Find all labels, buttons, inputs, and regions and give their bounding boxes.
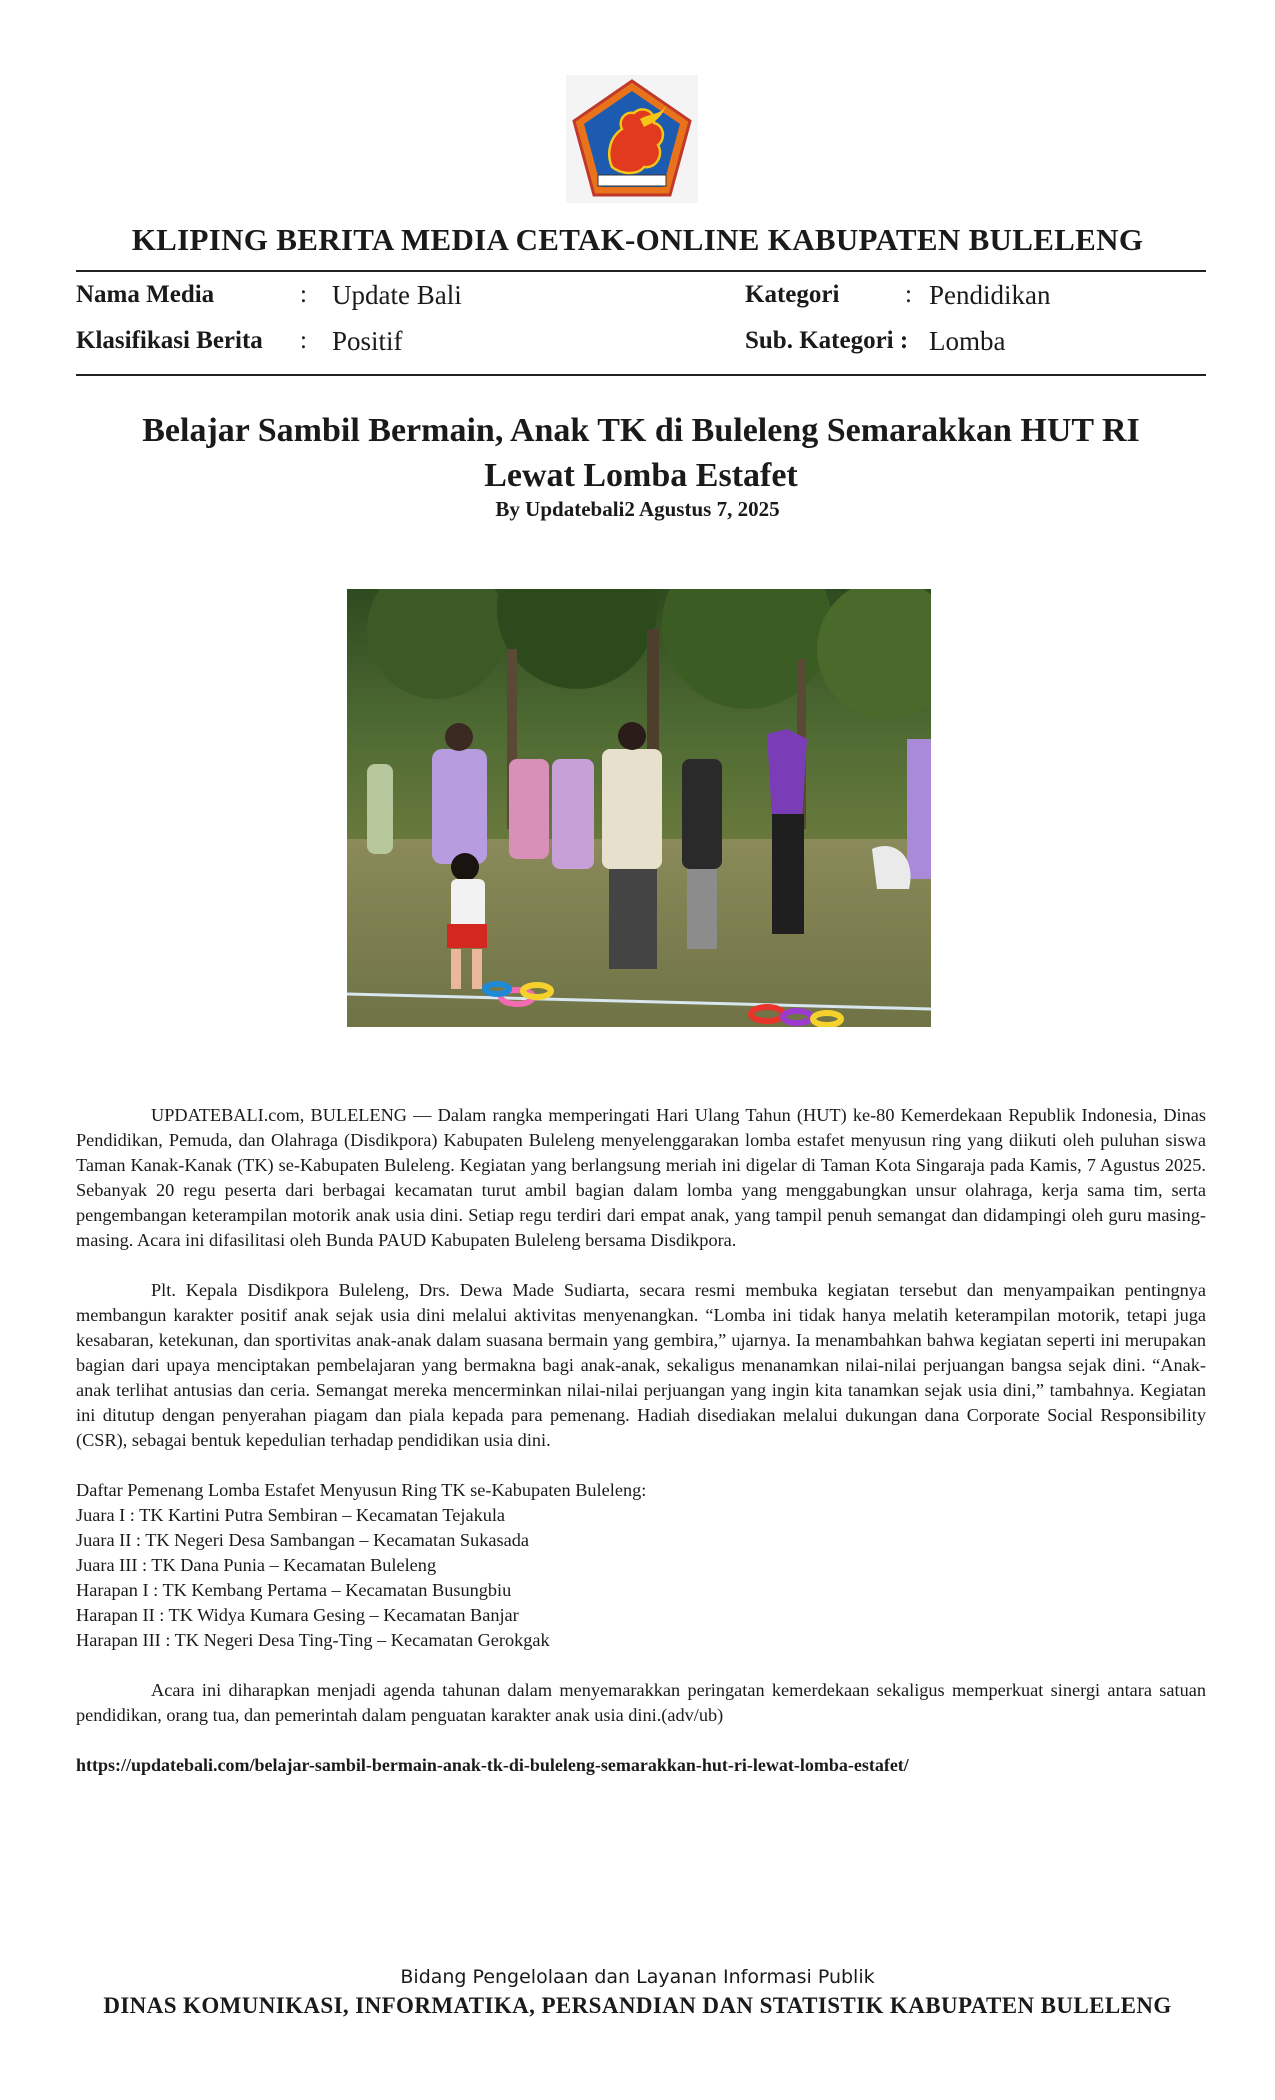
list-item: Harapan III : TK Negeri Desa Ting-Ting – Kecamatan Gerokgak <box>76 1630 550 1650</box>
subcategory-value: Lomba <box>929 326 1006 356</box>
article-paragraph-2: Plt. Kepala Disdikpora Buleleng, Drs. Dewa Made Sudiarta, secara resmi membuka kegiatan tersebut dan menyampaikan pentingnya membangun karakter positif anak sejak usia dini melalui aktivitas menyenangkan. “Lomba ini tidak hanya melatih keterampilan motorik, tetapi juga kesabaran, ketekunan, dan sportivitas anak-anak dalam suasana bermain yang gembira,” ujarnya. Ia menambahkan bahwa kegiatan seperti ini merupakan bagian dari upaya menciptakan pembelajaran yang bermakna bagi anak-anak, sekaligus menanamkan nilai-nilai perjuangan bangsa sejak dini. “Anak-anak terlihat antusias dan ceria. Semangat mereka mencerminkan nilai-nilai perjuangan yang ingin kita tanamkan sejak usia dini,” tambahnya. Kegiatan ini ditutup dengan penyerahan piagam dan piala kepada para pemenang. Hadiah disediakan melalui dukungan dana Corporate Social Responsibility (CSR), sebagai bentuk kepedulian terhadap pendidikan usia dini. <box>76 1280 1206 1450</box>
media-value: Update Bali <box>332 280 462 310</box>
headline-line-2: Lewat Lomba Estafet <box>484 457 798 494</box>
list-item: Harapan II : TK Widya Kumara Gesing – Kecamatan Banjar <box>76 1605 519 1625</box>
headline-line-1: Belajar Sambil Bermain, Anak TK di Buleleng Semarakkan HUT RI <box>142 412 1140 449</box>
category-separator: : <box>905 281 912 308</box>
article-paragraph-3: Acara ini diharapkan menjadi agenda tahunan dalam menyemarakkan peringatan kemerdekaan sekaligus memperkuat sinergi antara satuan pendidikan, orang tua, dan pemerintah dalam penguatan karakter anak usia dini.(adv/ub) <box>76 1680 1206 1725</box>
winners-heading: Daftar Pemenang Lomba Estafet Menyusun Ring TK se-Kabupaten Buleleng: <box>76 1480 647 1500</box>
source-link[interactable]: https://updatebali.com/belajar-sambil-bermain-anak-tk-di-buleleng-semarakkan-hut-ri-lewat-lomba-estafet/ <box>76 1755 909 1775</box>
header-rule-top <box>76 270 1206 272</box>
meta-category-row <box>745 281 1205 321</box>
article-paragraph-1: UPDATEBALI.com, BULELENG — Dalam rangka memperingati Hari Ulang Tahun (HUT) ke-80 Kemerdekaan Republik Indonesia, Dinas Pendidikan, Pemuda, dan Olahraga (Disdikpora) Kabupaten Buleleng menyelenggarakan lomba estafet menyusun ring yang diikuti oleh puluhan siswa Taman Kanak-Kanak (TK) se-Kabupaten Buleleng. Kegiatan yang berlangsung meriah ini digelar di Taman Kota Singaraja pada Kamis, 7 Agustus 2025. Sebanyak 20 regu peserta dari berbagai kecamatan turut ambil bagian dalam lomba yang menggabungkan unsur olahraga, kerja sama tim, serta pengembangan keterampilan motorik anak usia dini. Setiap regu terdiri dari empat anak, yang tampil penuh semangat dan didampingi oleh guru masing-masing. Acara ini difasilitasi oleh Bunda PAUD Kabupaten Buleleng bersama Disdikpora. <box>76 1105 1206 1250</box>
buleleng-regency-crest-icon <box>566 75 698 203</box>
meta-media-row <box>76 281 636 321</box>
media-separator: : <box>300 281 307 308</box>
category-value: Pendidikan <box>929 280 1051 310</box>
winners-list <box>76 1478 1206 1653</box>
category-label: Kategori <box>745 281 840 308</box>
document-title: KLIPING BERITA MEDIA CETAK-ONLINE KABUPATEN BULELENG <box>131 222 1144 257</box>
class-value: Positif <box>332 326 403 356</box>
class-label: Klasifikasi Berita <box>76 327 263 354</box>
list-item: Juara I : TK Kartini Putra Sembiran – Kecamatan Tejakula <box>76 1505 506 1525</box>
footer-agency: DINAS KOMUNIKASI, INFORMATIKA, PERSANDIAN DAN STATISTIK KABUPATEN BULELENG <box>103 1993 1172 2018</box>
meta-subcategory-row <box>745 327 1205 367</box>
list-item: Juara III : TK Dana Punia – Kecamatan Buleleng <box>76 1555 437 1575</box>
article-byline: By Updatebali2 Agustus 7, 2025 <box>495 497 780 521</box>
subcategory-label: Sub. Kategori : <box>745 327 909 354</box>
relay-race-photo <box>347 589 931 1027</box>
footer-division: Bidang Pengelolaan dan Layanan Informasi Publik <box>400 1966 875 1988</box>
article-body <box>76 1103 1206 1778</box>
class-separator: : <box>300 327 307 354</box>
header-rule-bottom <box>76 374 1206 376</box>
list-item: Juara II : TK Negeri Desa Sambangan – Kecamatan Sukasada <box>76 1530 529 1550</box>
list-item: Harapan I : TK Kembang Pertama – Kecamatan Busungbiu <box>76 1580 512 1600</box>
meta-class-row <box>76 327 636 367</box>
article-headline <box>76 408 1206 498</box>
media-label: Nama Media <box>76 281 215 308</box>
